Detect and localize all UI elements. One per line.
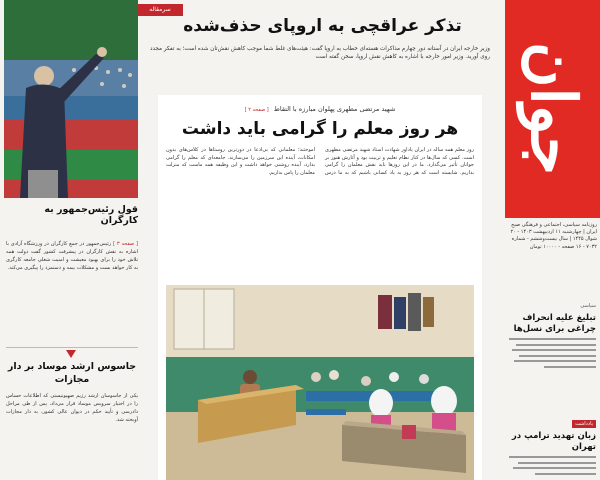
main-headline[interactable]: هر روز معلم را گرامی باید داشت <box>181 119 459 139</box>
left-headline[interactable]: قول رئیس‌جمهور به کارگران <box>44 204 138 226</box>
masthead <box>505 0 600 218</box>
triangle-marker-icon <box>66 350 76 358</box>
side-box-1-headline: تبلیغ علیه انحراف چراغی برای نسل‌ها <box>513 313 596 334</box>
left-separator <box>6 347 138 348</box>
main-kicker-text: شهید مرتضی مطهری پهلوان مبارزه با التقاط <box>273 105 396 113</box>
left-text-body: رئیس‌جمهور در جمع کارگران در ورزشگاه آزادی با اشاره به نقش کارگران در پیشرفت کشور گفت دولت همه تلاش خود را برای بهبود معیشت و امنیت شغلی جامعه کارگری به کار خواهد بست و مشکلات بیمه و دستمزد را پیگیری می‌کند. <box>6 241 138 271</box>
side-box-2-tag: یادداشت <box>572 420 596 428</box>
side-box-2-headline: زبان تهدید ترامپ در تهران <box>511 431 596 452</box>
side-box-2-text <box>509 456 596 475</box>
side-box-2[interactable] <box>505 410 600 478</box>
main-kicker <box>158 105 482 113</box>
classroom-photo <box>166 285 474 480</box>
side-box-1-tag: سیاسی <box>580 303 596 309</box>
classroom-illustration <box>166 285 474 480</box>
side-box-1-text <box>509 338 596 368</box>
editorial-tag: سرمقاله <box>137 4 183 16</box>
masthead-info: روزنامه سیاسی، اجتماعی و فرهنگی صبح ایران | چهارشنبه ۱۱ اردیبهشت ۱۴۰۳ - ۲۰ شوال ۱۴۴۵ | سال بیست‌وششم - شماره ۷۰۳۲ - ۱۶ صفحه - ۱۰۰۰۰ تومان <box>510 222 597 250</box>
main-kicker-source: [ صفحه ۲ ] <box>244 107 269 113</box>
president-photo <box>4 0 138 198</box>
president-illustration <box>4 0 138 198</box>
left-text <box>6 240 138 348</box>
left-headline-2[interactable]: جاسوس ارشد موساد بر دار مجازات <box>7 361 137 385</box>
top-lead: وزیر خارجه ایران در آستانه دور چهارم مذاکرات هسته‌ای خطاب به اروپا گفت: هیئت‌های غلط شما موجب کاهش نقش‌تان شده است؛ به تفکر مجدد روی آورید. وزیر امور خارجه با اشاره به کاهش نقش اروپا، سخن گفته است <box>150 46 490 60</box>
left-text-source: [ صفحه ۳ ] <box>113 241 138 247</box>
main-story <box>158 95 482 480</box>
left-text-2: یکی از جاسوسان ارشد رژیم صهیونیستی که اطلاعات حساس را در اختیار سرویس موساد قرار می‌داد، پس از طی مراحل دادرسی و تأیید حکم در دیوان عالی کشور، به دار مجازات آویخته شد. <box>6 393 138 423</box>
side-box-1[interactable] <box>505 292 600 371</box>
newspaper-logo: جوان <box>517 41 590 176</box>
main-body: روز معلم همه ساله در ایران یادآور شهادت استاد شهید مرتضی مطهری است. کسی که سال‌ها در کنار نظام تعلیم و تربیت بود و آثارش هنوز بر جوانان تأثیر می‌گذارد. ما در این روزها باید نقش معلمان را گرامی بداریم. شایسته است که هر روز به یاد کسانی باشیم که به ما درس آموختند؛ معلمانی که بی‌ادعا در دورترین روستاها در کلاس‌های بدون امکانات، آینده این سرزمین را می‌سازند. جامعه‌ای که معلم را گرامی بدارد، آینده روشنی خواهد داشت و این وظیفه همه ماست که منزلت معلمان را پاس بداریم. <box>166 147 474 176</box>
top-headline[interactable]: تذکر عراقچی به اروپای حذف‌شده <box>183 16 462 36</box>
